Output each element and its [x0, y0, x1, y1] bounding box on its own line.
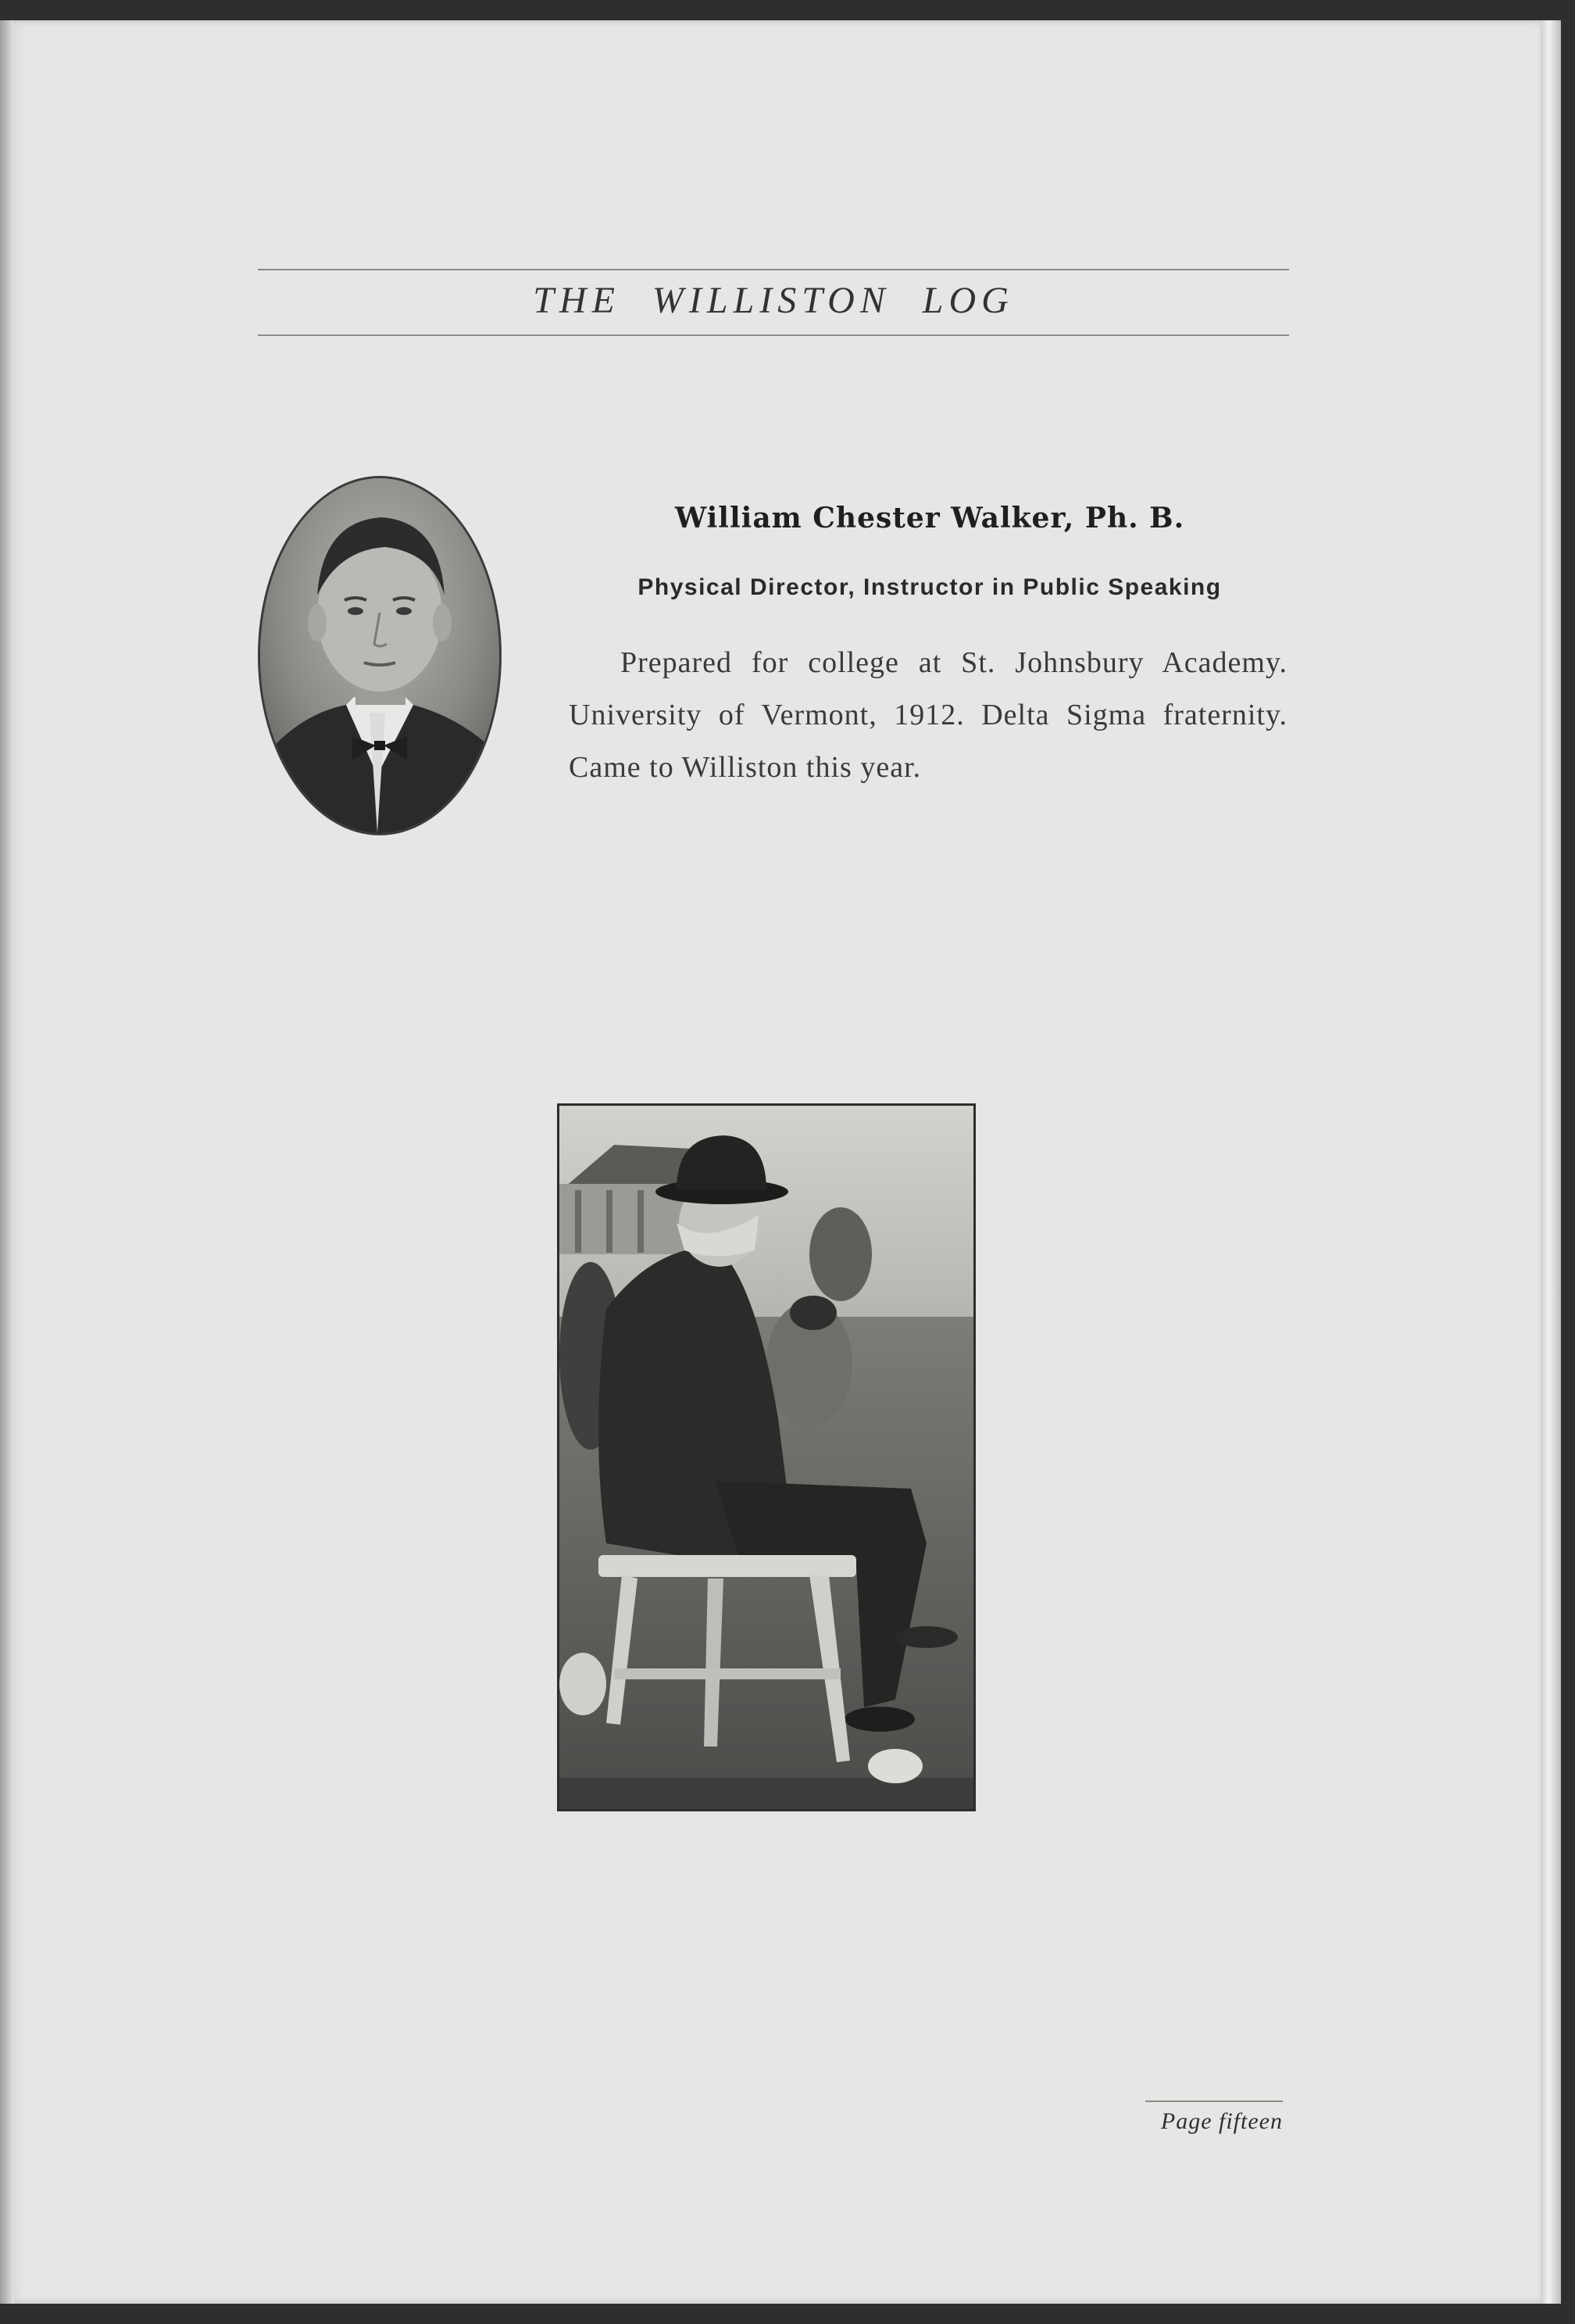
photograph-image: [559, 1106, 973, 1809]
scan-frame-right: [1561, 0, 1575, 2324]
page-number: Page fifteen: [1160, 2108, 1283, 2134]
page-gutter-shadow: [0, 20, 14, 2304]
scan-frame-top: [0, 0, 1575, 22]
page-edge: [1541, 20, 1561, 2304]
profile-role: Physical Director, Instructor in Public Speaking: [638, 574, 1222, 600]
header-rule-bottom: [258, 334, 1289, 336]
portrait-photo: [258, 476, 502, 835]
footer-rule: [1145, 2101, 1283, 2102]
photograph-man-on-stool: [557, 1103, 976, 1811]
header-rule-top: [258, 269, 1289, 270]
running-header-title: THE WILLISTON LOG: [533, 280, 1014, 321]
profile-name: William Chester Walker, Ph. B.: [674, 502, 1185, 535]
portrait-image: [260, 478, 499, 833]
profile-bio: Prepared for college at St. Johnsbury Academy. University of Vermont, 1912. Delta Sigma fraternity. Came to Williston this year.: [569, 646, 1288, 784]
